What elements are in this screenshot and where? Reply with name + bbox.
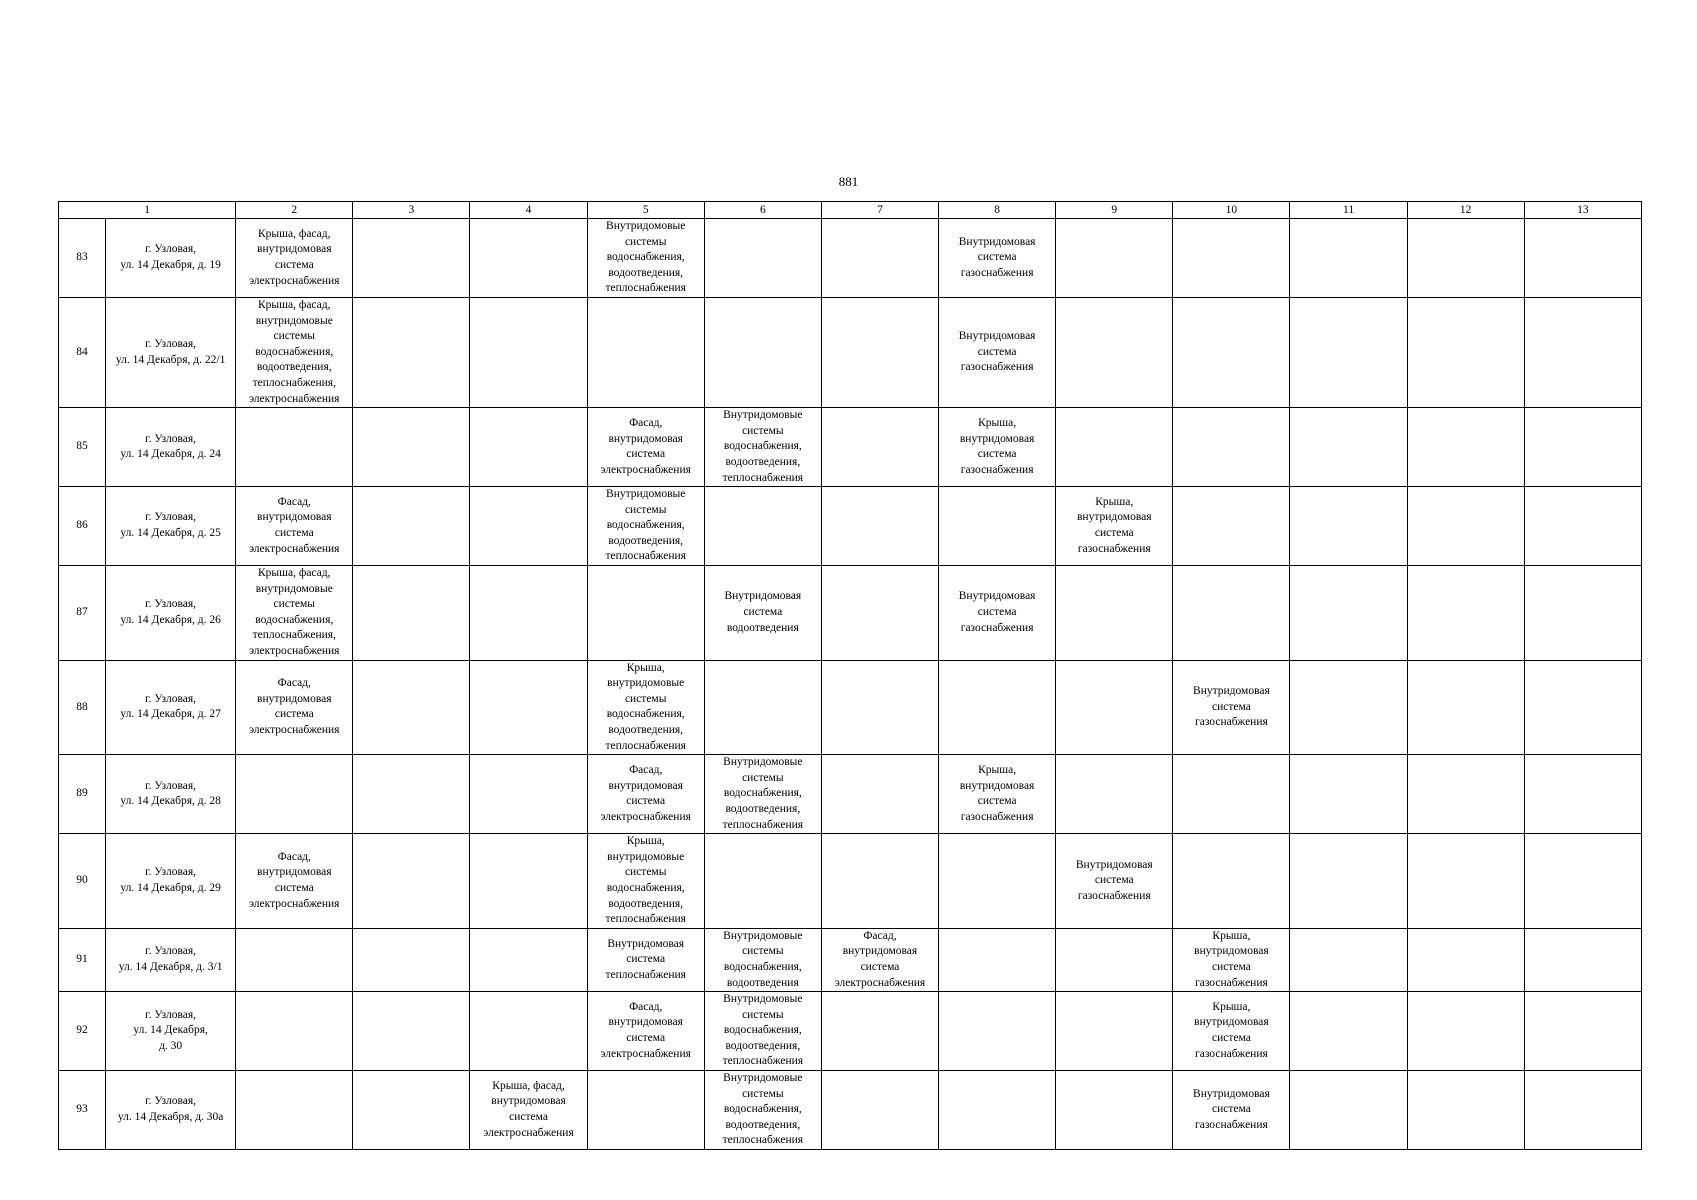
column-header: 7 — [821, 202, 938, 219]
column-header: 9 — [1056, 202, 1173, 219]
col-5-cell: Крыша, внутридомовые системы водоснабжения, водоотведения, теплоснабжения — [587, 834, 704, 929]
row-number-cell: 87 — [59, 566, 106, 661]
col-4-cell — [470, 834, 587, 929]
col-3-cell — [353, 1071, 470, 1150]
col-10-cell — [1173, 566, 1290, 661]
row-number-cell: 84 — [59, 297, 106, 407]
col-4-cell — [470, 928, 587, 991]
col-11-cell — [1290, 834, 1407, 929]
col-11-cell — [1290, 755, 1407, 834]
table-row — [59, 566, 1642, 661]
col-8-cell: Крыша, внутридомовая система газоснабжения — [939, 408, 1056, 487]
col-7-cell — [821, 755, 938, 834]
col-3-cell — [353, 992, 470, 1071]
row-number-cell: 93 — [59, 1071, 106, 1150]
col-7-cell — [821, 408, 938, 487]
address-cell: г. Узловая, ул. 14 Декабря, д. 24 — [106, 408, 236, 487]
col-13-cell — [1524, 992, 1641, 1071]
col-7-cell — [821, 219, 938, 298]
col-4-cell — [470, 660, 587, 755]
col-12-cell — [1407, 408, 1524, 487]
address-cell: г. Узловая, ул. 14 Декабря, д. 3/1 — [106, 928, 236, 991]
works-table — [58, 201, 1642, 1150]
col-10-cell — [1173, 297, 1290, 407]
address-cell: г. Узловая, ул. 14 Декабря, д. 28 — [106, 755, 236, 834]
col-11-cell — [1290, 1071, 1407, 1150]
col-6-cell: Внутридомовые системы водоснабжения, водоотведения, теплоснабжения — [704, 755, 821, 834]
col-9-cell: Внутридомовая система газоснабжения — [1056, 834, 1173, 929]
column-header: 11 — [1290, 202, 1407, 219]
col-5-cell: Фасад, внутридомовая система электроснабжения — [587, 992, 704, 1071]
address-cell: г. Узловая, ул. 14 Декабря, д. 27 — [106, 660, 236, 755]
column-number-header — [59, 202, 1642, 219]
col-8-cell: Внутридомовая система газоснабжения — [939, 297, 1056, 407]
col-11-cell — [1290, 928, 1407, 991]
table-row — [59, 219, 1642, 298]
row-number-cell: 83 — [59, 219, 106, 298]
col-11-cell — [1290, 992, 1407, 1071]
col-13-cell — [1524, 928, 1641, 991]
col-4-cell: Крыша, фасад, внутридомовая система электроснабжения — [470, 1071, 587, 1150]
col-2-cell: Крыша, фасад, внутридомовые системы водоснабжения, теплоснабжения, электроснабжения — [236, 566, 353, 661]
col-13-cell — [1524, 487, 1641, 566]
col-3-cell — [353, 487, 470, 566]
col-5-cell — [587, 566, 704, 661]
col-5-cell: Внутридомовые системы водоснабжения, водоотведения, теплоснабжения — [587, 487, 704, 566]
col-12-cell — [1407, 487, 1524, 566]
col-9-cell — [1056, 1071, 1173, 1150]
col-10-cell — [1173, 755, 1290, 834]
col-7-cell — [821, 660, 938, 755]
col-6-cell — [704, 660, 821, 755]
col-4-cell — [470, 755, 587, 834]
col-13-cell — [1524, 660, 1641, 755]
col-9-cell — [1056, 408, 1173, 487]
row-number-cell: 89 — [59, 755, 106, 834]
col-11-cell — [1290, 660, 1407, 755]
col-9-cell: Крыша, внутридомовая система газоснабжения — [1056, 487, 1173, 566]
col-7-cell: Фасад, внутридомовая система электроснабжения — [821, 928, 938, 991]
col-12-cell — [1407, 992, 1524, 1071]
table-row — [59, 408, 1642, 487]
col-6-cell: Внутридомовая система водоотведения — [704, 566, 821, 661]
col-6-cell: Внутридомовые системы водоснабжения, водоотведения, теплоснабжения — [704, 992, 821, 1071]
col-2-cell — [236, 928, 353, 991]
col-7-cell — [821, 566, 938, 661]
col-3-cell — [353, 928, 470, 991]
col-2-cell: Фасад, внутридомовая система электроснабжения — [236, 834, 353, 929]
col-11-cell — [1290, 408, 1407, 487]
col-2-cell: Крыша, фасад, внутридомовые системы водоснабжения, водоотведения, теплоснабжения, электроснабжения — [236, 297, 353, 407]
address-cell: г. Узловая, ул. 14 Декабря, д. 26 — [106, 566, 236, 661]
col-3-cell — [353, 219, 470, 298]
col-7-cell — [821, 834, 938, 929]
col-9-cell — [1056, 219, 1173, 298]
col-3-cell — [353, 660, 470, 755]
col-2-cell: Фасад, внутридомовая система электроснабжения — [236, 660, 353, 755]
col-2-cell — [236, 408, 353, 487]
col-9-cell — [1056, 660, 1173, 755]
address-cell: г. Узловая, ул. 14 Декабря, д. 22/1 — [106, 297, 236, 407]
col-8-cell — [939, 928, 1056, 991]
row-number-cell: 88 — [59, 660, 106, 755]
col-12-cell — [1407, 1071, 1524, 1150]
col-7-cell — [821, 1071, 938, 1150]
col-4-cell — [470, 219, 587, 298]
col-13-cell — [1524, 834, 1641, 929]
col-11-cell — [1290, 297, 1407, 407]
col-11-cell — [1290, 487, 1407, 566]
col-4-cell — [470, 487, 587, 566]
col-3-cell — [353, 408, 470, 487]
col-10-cell: Крыша, внутридомовая система газоснабжения — [1173, 928, 1290, 991]
column-header: 2 — [236, 202, 353, 219]
col-6-cell: Внутридомовые системы водоснабжения, водоотведения — [704, 928, 821, 991]
column-header: 6 — [704, 202, 821, 219]
col-7-cell — [821, 297, 938, 407]
col-5-cell: Фасад, внутридомовая система электроснабжения — [587, 755, 704, 834]
col-9-cell — [1056, 566, 1173, 661]
col-8-cell: Внутридомовая система газоснабжения — [939, 219, 1056, 298]
table-row — [59, 834, 1642, 929]
col-2-cell — [236, 1071, 353, 1150]
column-header: 3 — [353, 202, 470, 219]
col-10-cell — [1173, 219, 1290, 298]
col-13-cell — [1524, 297, 1641, 407]
col-6-cell — [704, 834, 821, 929]
col-11-cell — [1290, 219, 1407, 298]
col-3-cell — [353, 297, 470, 407]
col-6-cell — [704, 219, 821, 298]
col-7-cell — [821, 992, 938, 1071]
col-10-cell — [1173, 834, 1290, 929]
address-cell: г. Узловая, ул. 14 Декабря, д. 25 — [106, 487, 236, 566]
col-6-cell — [704, 487, 821, 566]
col-12-cell — [1407, 660, 1524, 755]
col-3-cell — [353, 834, 470, 929]
row-number-cell: 90 — [59, 834, 106, 929]
table-row — [59, 755, 1642, 834]
col-7-cell — [821, 487, 938, 566]
col-6-cell: Внутридомовые системы водоснабжения, водоотведения, теплоснабжения — [704, 408, 821, 487]
col-12-cell — [1407, 928, 1524, 991]
address-cell: г. Узловая, ул. 14 Декабря, д. 19 — [106, 219, 236, 298]
row-number-cell: 86 — [59, 487, 106, 566]
column-header: 13 — [1524, 202, 1641, 219]
col-12-cell — [1407, 755, 1524, 834]
col-6-cell: Внутридомовые системы водоснабжения, водоотведения, теплоснабжения — [704, 1071, 821, 1150]
column-header: 8 — [939, 202, 1056, 219]
col-8-cell: Внутридомовая система газоснабжения — [939, 566, 1056, 661]
col-10-cell: Крыша, внутридомовая система газоснабжения — [1173, 992, 1290, 1071]
col-8-cell — [939, 487, 1056, 566]
col-13-cell — [1524, 566, 1641, 661]
table-row — [59, 928, 1642, 991]
col-4-cell — [470, 992, 587, 1071]
col-8-cell — [939, 660, 1056, 755]
column-header: 1 — [59, 202, 236, 219]
col-4-cell — [470, 408, 587, 487]
col-12-cell — [1407, 566, 1524, 661]
col-13-cell — [1524, 1071, 1641, 1150]
row-number-cell: 92 — [59, 992, 106, 1071]
col-5-cell — [587, 1071, 704, 1150]
col-4-cell — [470, 297, 587, 407]
row-number-cell: 85 — [59, 408, 106, 487]
col-5-cell — [587, 297, 704, 407]
table-row — [59, 487, 1642, 566]
table-row — [59, 660, 1642, 755]
table-row — [59, 1071, 1642, 1150]
table-row — [59, 992, 1642, 1071]
col-5-cell: Внутридомовые системы водоснабжения, водоотведения, теплоснабжения — [587, 219, 704, 298]
col-10-cell — [1173, 408, 1290, 487]
col-3-cell — [353, 755, 470, 834]
col-13-cell — [1524, 219, 1641, 298]
page-number: 881 — [838, 174, 859, 189]
table-row — [59, 297, 1642, 407]
col-5-cell: Внутридомовая система теплоснабжения — [587, 928, 704, 991]
col-2-cell: Фасад, внутридомовая система электроснабжения — [236, 487, 353, 566]
col-13-cell — [1524, 408, 1641, 487]
col-9-cell — [1056, 992, 1173, 1071]
col-9-cell — [1056, 928, 1173, 991]
col-9-cell — [1056, 297, 1173, 407]
col-2-cell: Крыша, фасад, внутридомовая система электроснабжения — [236, 219, 353, 298]
column-header: 5 — [587, 202, 704, 219]
col-12-cell — [1407, 834, 1524, 929]
col-8-cell — [939, 834, 1056, 929]
col-11-cell — [1290, 566, 1407, 661]
col-10-cell: Внутридомовая система газоснабжения — [1173, 1071, 1290, 1150]
address-cell: г. Узловая, ул. 14 Декабря, д. 30а — [106, 1071, 236, 1150]
row-number-cell: 91 — [59, 928, 106, 991]
col-2-cell — [236, 992, 353, 1071]
col-5-cell: Фасад, внутридомовая система электроснабжения — [587, 408, 704, 487]
col-9-cell — [1056, 755, 1173, 834]
col-12-cell — [1407, 297, 1524, 407]
col-8-cell — [939, 992, 1056, 1071]
col-4-cell — [470, 566, 587, 661]
col-6-cell — [704, 297, 821, 407]
column-header: 4 — [470, 202, 587, 219]
col-13-cell — [1524, 755, 1641, 834]
col-12-cell — [1407, 219, 1524, 298]
col-10-cell — [1173, 487, 1290, 566]
col-8-cell: Крыша, внутридомовая система газоснабжения — [939, 755, 1056, 834]
col-3-cell — [353, 566, 470, 661]
column-header: 10 — [1173, 202, 1290, 219]
column-header: 12 — [1407, 202, 1524, 219]
col-10-cell: Внутридомовая система газоснабжения — [1173, 660, 1290, 755]
col-2-cell — [236, 755, 353, 834]
col-8-cell — [939, 1071, 1056, 1150]
address-cell: г. Узловая, ул. 14 Декабря, д. 29 — [106, 834, 236, 929]
col-5-cell: Крыша, внутридомовые системы водоснабжения, водоотведения, теплоснабжения — [587, 660, 704, 755]
address-cell: г. Узловая, ул. 14 Декабря, д. 30 — [106, 992, 236, 1071]
